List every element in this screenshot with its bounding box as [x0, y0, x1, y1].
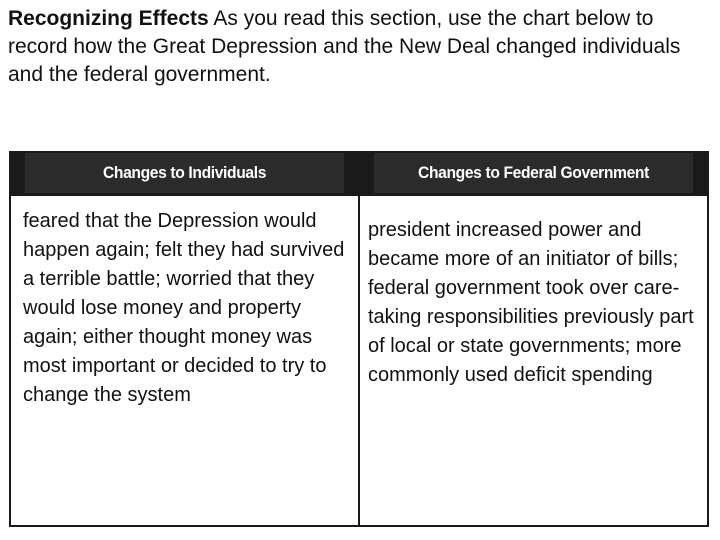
instructions-text: As you read this section, use the chart below to record how the Great Depression and the New Deal changed individuals and the federal government. [8, 7, 681, 86]
cell-federal-government: president increased power and became more of an initiator of bills; federal government took over care-taking responsibilities previously part of local or state governments; more commonly used deficit spending [360, 193, 707, 525]
column-header-federal-government: Changes to Federal Government [374, 153, 693, 193]
instructions-paragraph [8, 5, 708, 89]
two-column-chart [9, 151, 709, 527]
instructions-lead: Recognizing Effects [8, 7, 209, 30]
cell-individuals: feared that the Depression would happen again; felt they had survived a terrible battle; worried that they would lose money and property again; either thought money was most important or decided to try to change the system [11, 193, 358, 525]
column-header-individuals: Changes to Individuals [25, 153, 344, 193]
